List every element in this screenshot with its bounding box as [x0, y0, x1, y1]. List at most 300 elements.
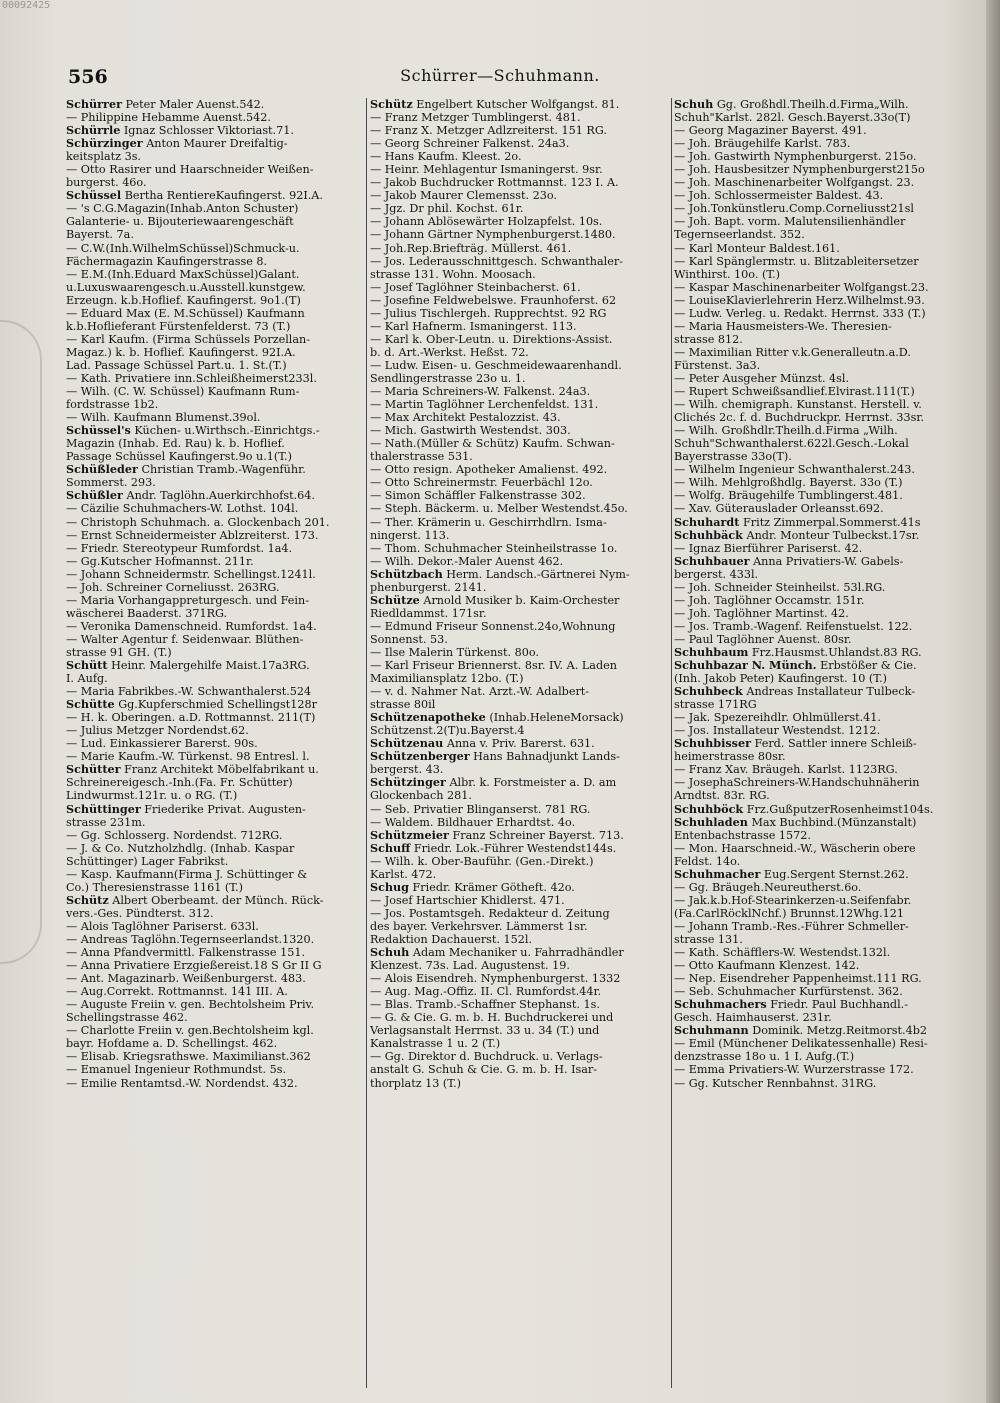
directory-entry	[370, 98, 668, 111]
directory-entry	[370, 424, 668, 437]
directory-entry	[674, 855, 974, 868]
directory-entry	[674, 763, 974, 776]
entry-text: Anna Privatiers-W. Gabels-	[753, 554, 904, 568]
directory-entry	[66, 959, 362, 972]
directory-entry	[370, 633, 668, 646]
directory-entry	[370, 998, 668, 1011]
directory-entry	[370, 607, 668, 620]
entry-text: — Paul Taglöhner Auenst. 80sr.	[674, 632, 852, 646]
directory-entry	[66, 268, 362, 281]
entry-text: — Joh. Taglöhner Occamstr. 151r.	[674, 593, 865, 607]
directory-entry	[674, 985, 974, 998]
directory-entry	[674, 581, 974, 594]
entry-text: ningerst. 113.	[370, 528, 450, 542]
entry-text: — Jos. Tramb.-Wagenf. Reifenstuelst. 122.	[674, 619, 913, 633]
directory-entry	[370, 176, 668, 189]
directory-entry	[66, 568, 362, 581]
directory-entry	[674, 672, 974, 685]
directory-entry	[370, 816, 668, 829]
entry-text: anstalt G. Schuh & Cie. G. m. b. H. Isar-	[370, 1063, 598, 1077]
entry-text: — Joh. Schreiner Corneliusst. 263RG.	[66, 580, 280, 594]
entry-text: Heinr. Malergehilfe Maist.17a3RG.	[111, 659, 310, 673]
entry-text: — Ther. Krämerin u. Geschirrhdlrn. Isma-	[370, 515, 607, 529]
entry-text: — Rupert Schweißsandlief.Elvirast.111(T.)	[674, 385, 915, 399]
entry-surname: Schuhbauer	[674, 554, 750, 568]
entry-text: — Wilh. Großhdlr.Theilh.d.Firma „Wilh.	[674, 424, 898, 438]
entry-text: — Thom. Schuhmacher Steinheilstrasse 1o.	[370, 541, 618, 555]
entry-text: Klenzest. 73s. Lad. Augustenst. 19.	[370, 959, 570, 973]
directory-entry	[674, 202, 974, 215]
entry-text: — Julius Tischlergeh. Rupprechtst. 92 RG	[370, 306, 607, 320]
entry-text: — 's C.G.Magazin(Inhab.Anton Schuster)	[66, 202, 299, 216]
directory-entry	[66, 972, 362, 985]
entry-text: Dominik. Metzg.Reitmorst.4b2	[752, 1024, 927, 1038]
directory-entry	[674, 789, 974, 802]
directory-entry	[370, 294, 668, 307]
entry-text: — Jos. Installateur Westendst. 1212.	[674, 724, 881, 738]
directory-entry	[66, 594, 362, 607]
directory-entry	[66, 502, 362, 515]
directory-entry	[66, 281, 362, 294]
directory-entry	[674, 998, 974, 1011]
directory-entry	[674, 776, 974, 789]
directory-entry	[674, 803, 974, 816]
directory-entry	[674, 346, 974, 359]
entry-text: — Lud. Einkassierer Barerst. 90s.	[66, 737, 258, 751]
directory-entry	[370, 894, 668, 907]
directory-entry	[370, 281, 668, 294]
directory-entry	[674, 659, 974, 672]
entry-text: Max Buchbind.(Münzanstalt)	[751, 815, 917, 829]
entry-text: Magaz.) k. b. Hoflief. Kaufingerst. 92I.A.	[66, 345, 296, 359]
directory-entry	[370, 124, 668, 137]
entry-text: des bayer. Verkehrsver. Lämmerst 1sr.	[370, 919, 588, 933]
directory-entry	[66, 398, 362, 411]
entry-text: keitsplatz 3s.	[66, 150, 141, 164]
entry-text: — Wilh. k. Ober-Bauführ. (Gen.-Direkt.)	[370, 854, 594, 868]
entry-text: Andreas Installateur Tulbeck-	[746, 685, 915, 699]
entry-text: Franz Architekt Möbelfabrikant u.	[124, 763, 319, 777]
entry-text: Schüttinger) Lager Fabrikst.	[66, 854, 229, 868]
entry-text: — Emanuel Ingenieur Rothmundst. 5s.	[66, 1063, 287, 1077]
directory-entry	[66, 855, 362, 868]
entry-text: strasse 91 GH. (T.)	[66, 645, 172, 659]
entry-text: — Emil (Münchener Delikatessenhalle) Resi-	[674, 1037, 928, 1051]
entry-text: — Mich. Gastwirth Westendst. 303.	[370, 424, 571, 438]
entry-text: — Aug.Correkt. Rottmannst. 141 III. A.	[66, 985, 288, 999]
entry-text: bergerst. 433l.	[674, 567, 759, 581]
directory-entry	[66, 307, 362, 320]
entry-text: — Georg Schreiner Falkenst. 24a3.	[370, 137, 570, 151]
directory-entry	[370, 489, 668, 502]
entry-surname: Schuhbazar N. Münch.	[674, 659, 817, 673]
entry-text: — Otto Rasirer und Haarschneider Weißen-	[66, 163, 314, 177]
entry-surname: Schüßler	[66, 489, 123, 503]
entry-text: bayr. Hofdame a. D. Schellingst. 462.	[66, 1037, 278, 1051]
entry-text: — Gg. Bräugeh.Neureutherst.6o.	[674, 880, 862, 894]
entry-text: — Maria Schreiners-W. Falkenst. 24a3.	[370, 385, 591, 399]
directory-entry	[370, 750, 668, 763]
directory-entry	[370, 359, 668, 372]
entry-text: Albr. k. Forstmeister a. D. am	[449, 776, 617, 790]
entry-surname: Schuhbeck	[674, 685, 743, 699]
entry-text: Hans Bahnadjunkt Lands-	[473, 750, 620, 764]
directory-entry	[370, 685, 668, 698]
directory-entry	[370, 1011, 668, 1024]
entry-text: — Blas. Tramb.-Schaffner Stephanst. 1s.	[370, 998, 600, 1012]
directory-entry	[370, 542, 668, 555]
directory-entry	[370, 776, 668, 789]
entry-text: Andr. Taglöhn.Auerkirchhofst.64.	[126, 489, 315, 503]
directory-entry	[674, 294, 974, 307]
directory-entry	[66, 998, 362, 1011]
directory-entry	[66, 1077, 362, 1090]
entry-text: Andr. Monteur Tulbeckst.17sr.	[746, 528, 920, 542]
entry-text: Feldst. 14o.	[674, 854, 741, 868]
directory-entry	[674, 1077, 974, 1090]
entry-text: — Maria Fabrikbes.-W. Schwanthalerst.524	[66, 685, 312, 699]
directory-entry	[370, 398, 668, 411]
directory-entry	[66, 724, 362, 737]
directory-entry	[370, 437, 668, 450]
entry-text: Bayerst. 7a.	[66, 228, 134, 242]
entry-text: — Josef Hartschier Khidlerst. 471.	[370, 893, 565, 907]
directory-entry	[674, 933, 974, 946]
entry-surname: Schützenapotheke	[370, 711, 486, 725]
directory-entry	[674, 920, 974, 933]
directory-entry	[370, 111, 668, 124]
entry-text: — Joh. Bräugehilfe Karlst. 783.	[674, 137, 851, 151]
entry-text: — Kasp. Kaufmann(Firma J. Schüttinger &	[66, 867, 308, 881]
entry-text: Friedr. Lok.-Führer Westendst144s.	[413, 841, 617, 855]
entry-text: — Gg. Kutscher Rennbahnst. 31RG.	[674, 1076, 877, 1090]
entry-text: — Julius Metzger Nordendst.62.	[66, 724, 249, 738]
entry-text: — JosephaSchreiners-W.Handschuhnäherin	[674, 776, 920, 790]
entry-text: — Elisab. Kriegsrathswe. Maximilianst.362	[66, 1050, 311, 1064]
directory-entry	[674, 633, 974, 646]
directory-entry	[66, 698, 362, 711]
directory-entry	[370, 568, 668, 581]
entry-text: — Johann Ablösewärter Holzapfelst. 10s.	[370, 215, 603, 229]
directory-entry	[370, 763, 668, 776]
entry-surname: Schützinger	[370, 776, 446, 790]
entry-text: Ignaz Schlosser Viktoriast.71.	[123, 124, 294, 138]
entry-text: — Andreas Taglöhn.Tegernseerlandst.1320.	[66, 933, 315, 946]
entry-text: — Maria Hausmeisters-We. Theresien-	[674, 319, 892, 333]
entry-text: — Jgz. Dr phil. Kochst. 61r.	[370, 202, 524, 216]
entry-text: — Johann Tramb.-Res.-Führer Schmeller-	[674, 919, 909, 933]
directory-entry	[66, 463, 362, 476]
entry-surname: Schürrer	[66, 98, 122, 111]
directory-entry	[370, 711, 668, 724]
directory-entry	[370, 737, 668, 750]
entry-text: — Simon Schäffler Falkenstrasse 302.	[370, 489, 586, 503]
entry-text: Glockenbach 281.	[370, 789, 472, 803]
directory-entry	[66, 320, 362, 333]
entry-text: — Emilie Rentamtsd.-W. Nordendst. 432.	[66, 1076, 298, 1090]
entry-text: Magazin (Inhab. Ed. Rau) k. b. Hoflief.	[66, 437, 285, 451]
directory-entry	[66, 163, 362, 176]
entry-text: strasse 231m.	[66, 815, 146, 829]
entry-text: Anna v. Priv. Barerst. 631.	[446, 737, 595, 751]
entry-text: Fürstenst. 3a3.	[674, 358, 761, 372]
directory-entry	[674, 607, 974, 620]
entry-text: — Joh. Taglöhner Martinst. 42.	[674, 606, 849, 620]
entry-text: — Walter Agentur f. Seidenwaar. Blüthen-	[66, 632, 304, 646]
entry-text: — Joh. Schneider Steinheilst. 53l.RG.	[674, 580, 886, 594]
entry-text: — Ludw. Eisen- u. Geschmeidewaarenhandl.	[370, 358, 622, 372]
entry-text: — Maria Vorhangappreturgesch. und Fein-	[66, 593, 309, 607]
entry-text: Schuh"Karlst. 282l. Gesch.Bayerst.33o(T)	[674, 111, 911, 125]
directory-entry	[370, 1024, 668, 1037]
entry-text: burgerst. 46o.	[66, 176, 147, 190]
entry-text: — Ignaz Bierführer Pariserst. 42.	[674, 541, 863, 555]
directory-entry	[674, 1037, 974, 1050]
column-divider	[671, 98, 672, 1388]
directory-entry	[66, 581, 362, 594]
entry-text: — Joh. Schlossermeister Baldest. 43.	[674, 189, 884, 203]
entry-text: Bayerstrasse 33o(T).	[674, 450, 792, 464]
entry-text: — Xav. Güterauslader Orleansst.692.	[674, 502, 884, 516]
directory-entry	[66, 620, 362, 633]
entry-text: Friederike Privat. Augusten-	[144, 802, 306, 816]
directory-entry	[674, 555, 974, 568]
entry-surname: Schuhbisser	[674, 737, 751, 751]
entry-surname: Schuff	[370, 841, 411, 855]
entry-surname: Schütz	[370, 98, 413, 111]
entry-surname: Schuh	[370, 946, 410, 960]
entry-text: Riedldammst. 171sr.	[370, 606, 487, 620]
directory-entry	[674, 750, 974, 763]
directory-entry	[66, 920, 362, 933]
entry-text: — Georg Magaziner Bayerst. 491.	[674, 124, 867, 138]
entry-text: Arndtst. 83r. RG.	[674, 789, 770, 803]
directory-entry	[66, 111, 362, 124]
entry-text: (Inh. Jakob Peter) Kaufingerst. 10 (T.)	[674, 672, 887, 686]
entry-text: — Karl Kaufm. (Firma Schüssels Porzellan-	[66, 332, 311, 346]
entry-text: — Nath.(Müller & Schütz) Kaufm. Schwan-	[370, 437, 615, 451]
entry-text: — Anna Privatiere Erzgießereist.18 S Gr II G	[66, 959, 322, 973]
directory-entry	[66, 359, 362, 372]
entry-surname: Schützenau	[370, 737, 444, 751]
entry-text: Sommerst. 293.	[66, 476, 156, 490]
directory-entry	[674, 281, 974, 294]
directory-entry	[370, 724, 668, 737]
directory-entry	[370, 1063, 668, 1076]
directory-entry	[370, 959, 668, 972]
entry-text: — Ilse Malerin Türkenst. 80o.	[370, 645, 539, 659]
directory-entry	[674, 437, 974, 450]
entry-surname: Schützmeier	[370, 828, 449, 842]
directory-entry	[66, 1024, 362, 1037]
entry-surname: Schuhardt	[674, 515, 740, 529]
entry-text: vers.-Ges. Pündterst. 312.	[66, 906, 214, 920]
directory-entry	[66, 763, 362, 776]
directory-entry	[66, 124, 362, 137]
entry-surname: Schuhbaum	[674, 645, 749, 659]
directory-entry	[674, 450, 974, 463]
entry-text: — Friedr. Stereotypeur Rumfordst. 1a4.	[66, 541, 293, 555]
entry-text: I. Aufg.	[66, 672, 108, 686]
directory-entry	[66, 555, 362, 568]
directory-entry	[66, 450, 362, 463]
directory-entry	[674, 568, 974, 581]
entry-text: — Ernst Schneidermeister Ablzreiterst. 173.	[66, 528, 319, 542]
directory-entry	[674, 424, 974, 437]
entry-text: Maximiliansplatz 12bo. (T.)	[370, 672, 524, 686]
entry-text: — Kath. Schäfflers-W. Westendst.132l.	[674, 946, 891, 960]
entry-text: Fritz Zimmerpal.Sommerst.41s	[743, 515, 921, 529]
directory-entry	[66, 672, 362, 685]
entry-text: — Joh.Tonkünstleru.Comp.Corneliusst21sl	[674, 202, 914, 216]
directory-entry	[674, 1024, 974, 1037]
entry-text: Verlagsanstalt Herrnst. 33 u. 34 (T.) und	[370, 1024, 600, 1038]
directory-entry	[66, 542, 362, 555]
entry-text: — Alois Taglöhner Pariserst. 633l.	[66, 919, 259, 933]
directory-entry	[674, 242, 974, 255]
entry-surname: Schüssel	[66, 189, 122, 203]
directory-entry	[674, 542, 974, 555]
entry-text: — Charlotte Freiin v. gen.Bechtolsheim kgl.	[66, 1024, 314, 1038]
directory-entry	[674, 685, 974, 698]
entry-text: Engelbert Kutscher Wolfgangst. 81.	[416, 98, 620, 111]
directory-entry	[370, 620, 668, 633]
entry-text: Schellingstrasse 462.	[66, 1011, 188, 1025]
entry-text: Lindwurmst.121r. u. o RG. (T.)	[66, 789, 238, 803]
entry-text: strasse 171RG	[674, 698, 757, 712]
entry-surname: Schütz	[66, 893, 109, 907]
directory-entry	[674, 150, 974, 163]
entry-text: — Aug. Mag.-Offiz. II. Cl. Rumfordst.44r.	[370, 985, 602, 999]
directory-entry	[674, 816, 974, 829]
entry-surname: Schuh	[674, 98, 714, 111]
entry-text: — Seb. Schuhmacher Kurfürstenst. 362.	[674, 985, 903, 999]
directory-entry	[66, 346, 362, 359]
directory-entry	[66, 789, 362, 802]
entry-text: heimerstrasse 80sr.	[674, 750, 786, 764]
directory-entry	[370, 698, 668, 711]
column-divider	[366, 98, 367, 1388]
entry-text: b. d. Art.-Werkst. Heßst. 72.	[370, 345, 529, 359]
entry-text: Sendlingerstrasse 23o u. 1.	[370, 371, 526, 385]
entry-text: Erzeugn. k.b.Hoflief. Kaufingerst. 9o1.(T)	[66, 293, 301, 307]
directory-entry	[66, 946, 362, 959]
entry-text: Redaktion Dachauerst. 152l.	[370, 933, 533, 946]
entry-text: strasse 80il	[370, 698, 436, 712]
entry-text: Galanterie- u. Bijouteriewaarengeschäft	[66, 215, 294, 229]
directory-entry	[370, 920, 668, 933]
entry-surname: Schütze	[370, 593, 420, 607]
directory-entry	[66, 816, 362, 829]
entry-surname: Schuhböck	[674, 802, 744, 816]
entry-surname: Schuhbäck	[674, 528, 743, 542]
directory-entry	[370, 985, 668, 998]
directory-entry	[370, 933, 668, 946]
entry-text: Frz.GußputzerRosenheimst104s.	[746, 802, 934, 816]
entry-text: Frz.Hausmst.Uhlandst.83 RG.	[751, 645, 922, 659]
directory-entry	[674, 333, 974, 346]
directory-entry	[370, 1037, 668, 1050]
binding-shadow	[0, 320, 42, 964]
entry-surname: Schütter	[66, 763, 121, 777]
entry-text: Sonnenst. 53.	[370, 632, 448, 646]
page-edge	[986, 0, 1000, 1403]
entry-text: — Joh. Hausbesitzer Nymphenburgerst215o	[674, 163, 925, 177]
entry-text: — Joh. Gastwirth Nymphenburgerst. 215o.	[674, 150, 917, 164]
directory-entry	[66, 842, 362, 855]
entry-surname: Schuhmachers	[674, 998, 767, 1012]
entry-text: Christian Tramb.-Wagenführ.	[141, 463, 306, 477]
directory-entry	[370, 411, 668, 424]
entry-text: Gg.Kupferschmied Schellingst128r	[118, 698, 317, 712]
directory-entry	[674, 359, 974, 372]
directory-entry	[66, 776, 362, 789]
directory-entry	[674, 529, 974, 542]
directory-entry	[674, 137, 974, 150]
directory-entry	[66, 489, 362, 502]
directory-entry	[370, 1077, 668, 1090]
entry-text: — Wilh. Dekor.-Maler Auenst 462.	[370, 554, 564, 568]
entry-text: — Wilh. Mehlgroßhdlg. Bayerst. 33o (T.)	[674, 476, 903, 490]
directory-entry	[370, 946, 668, 959]
entry-text: — Wolfg. Bräugehilfe Tumblingerst.481.	[674, 489, 903, 503]
directory-entry	[674, 829, 974, 842]
entry-text: — Wilh. chemigraph. Kunstanst. Herstell. v.	[674, 398, 922, 412]
directory-entry	[66, 385, 362, 398]
entry-text: — Nep. Eisendreher Pappenheimst.111 RG.	[674, 972, 922, 986]
directory-entry	[66, 98, 362, 111]
entry-text: Bertha RentiereKaufingerst. 92I.A.	[124, 189, 323, 203]
entry-text: — Christoph Schuhmach. a. Glockenbach 201.	[66, 515, 330, 529]
directory-entry	[66, 176, 362, 189]
entry-text: — Karl Monteur Baldest.161.	[674, 241, 840, 255]
entry-text: thalerstrasse 531.	[370, 450, 473, 464]
directory-entry	[674, 881, 974, 894]
directory-entry	[66, 137, 362, 150]
directory-entry	[370, 1050, 668, 1063]
entry-text: Ferd. Sattler innere Schleiß-	[754, 737, 917, 751]
directory-entry	[674, 959, 974, 972]
entry-text: Co.) Theresienstrasse 1161 (T.)	[66, 880, 244, 894]
entry-text: — Otto resign. Apotheker Amalienst. 492.	[370, 463, 608, 477]
directory-entry	[370, 829, 668, 842]
directory-entry	[66, 228, 362, 241]
directory-entry	[674, 1050, 974, 1063]
entry-text: — LouiseKlavierlehrerin Herz.Wilhelmst.93.	[674, 293, 925, 307]
entry-text: — Jakob Buchdrucker Rottmannst. 123 I. A.	[370, 176, 619, 190]
entry-text: — J. & Co. Nutzholzhdlg. (Inhab. Kaspar	[66, 841, 295, 855]
directory-entry	[66, 894, 362, 907]
directory-entry	[370, 907, 668, 920]
directory-entry	[66, 476, 362, 489]
directory-entry	[66, 685, 362, 698]
running-head: Schürrer—Schuhmann.	[400, 66, 600, 85]
entry-text: — Johann Schneidermstr. Schellingst.1241l.	[66, 567, 316, 581]
directory-entry	[674, 176, 974, 189]
directory-entry	[674, 385, 974, 398]
directory-entry	[370, 803, 668, 816]
entry-text: Gg. Großhdl.Theilh.d.Firma„Wilh.	[716, 98, 909, 111]
entry-text: — G. & Cie. G. m. b. H. Buchdruckerei und	[370, 1011, 614, 1025]
directory-entry	[66, 1063, 362, 1076]
directory-entry	[674, 594, 974, 607]
directory-entry	[370, 516, 668, 529]
entry-text: — Heinr. Mehlagentur Ismaningerst. 9sr.	[370, 163, 603, 177]
directory-entry	[370, 268, 668, 281]
entry-text: Friedr. Krämer Götheft. 42o.	[412, 880, 575, 894]
entry-text: phenburgerst. 2141.	[370, 580, 487, 594]
entry-text: — Maximilian Ritter v.k.Generalleutn.a.D.	[674, 345, 911, 359]
